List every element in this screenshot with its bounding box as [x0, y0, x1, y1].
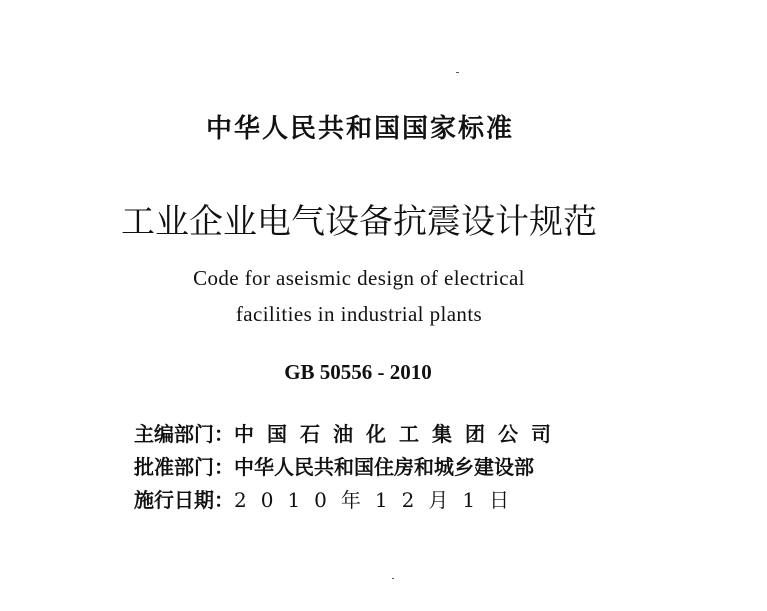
approval-department-row	[134, 451, 594, 481]
effective-date-value: 2010年12月1日	[234, 488, 524, 512]
chinese-document-title: 工业企业电气设备抗震设计规范	[121, 202, 597, 242]
approval-department-value: 中华人民共和国住房和城乡建设部	[234, 455, 534, 479]
editor-department-label: 主编部门：	[134, 422, 234, 446]
english-title-line-1: Code for aseismic design of electrical	[193, 266, 525, 290]
editor-department-row	[134, 418, 594, 448]
effective-date-row	[134, 484, 594, 514]
english-title-line-2: facilities in industrial plants	[235, 302, 483, 326]
standard-number: GB 50556 - 2010	[284, 360, 432, 384]
standard-series-title: 中华人民共和国国家标准	[205, 114, 514, 144]
scan-speck	[456, 72, 459, 73]
approval-department-label: 批准部门：	[134, 455, 234, 479]
editor-department-value: 中国石油化工集团公司	[234, 422, 564, 446]
scan-speck	[392, 578, 394, 579]
effective-date-label: 施行日期：	[134, 488, 234, 512]
